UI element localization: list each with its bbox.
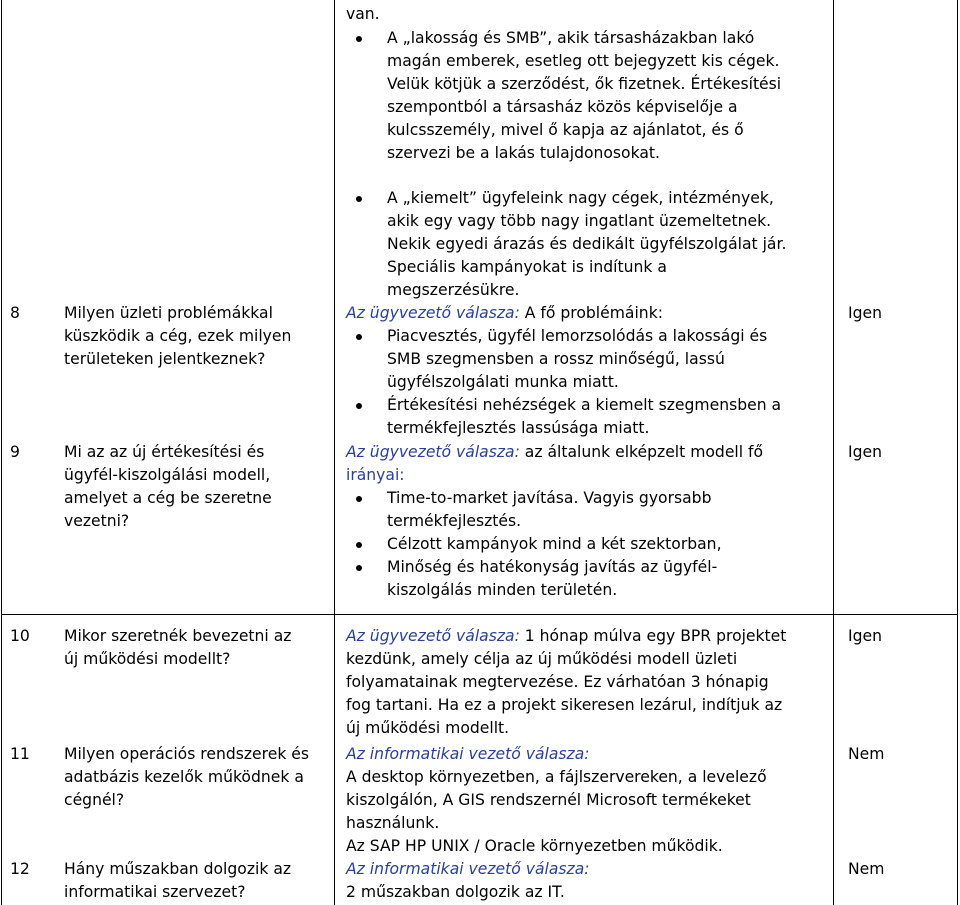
row-number: 8 [10,304,20,322]
row-divider [1,614,958,615]
answer-bullet-line: kiszolgálás minden területén. [387,581,618,599]
answer-bullet-line: kulcsszemély, mivel ő kapja az ajánlatot, és ő [387,121,744,139]
question-line: Milyen operációs rendszerek és [64,745,310,763]
respondent-label: Az informatikai vezető válasza: [346,745,590,763]
answer-line: 2 műszakban dolgozik az IT. [346,883,565,901]
answer-intro [346,441,763,464]
answer-line: folyamatainak megtervezése. Ez várhatóan 3 hónapig [346,673,769,691]
question-line: Milyen üzleti problémákkal [64,304,273,322]
row-number: 11 [10,745,30,763]
table-divider-question [334,0,335,905]
bullet-icon [356,196,362,202]
bullet-icon [356,36,362,42]
question-line: adatbázis kezelők működnek a [64,768,304,786]
answer-bullet-line: Célzott kampányok mind a két szektorban, [387,535,722,553]
question-line: Hány műszakban dolgozik az [64,860,292,878]
flag-value: Igen [848,627,882,645]
answer-intro [346,302,663,325]
question-line: amelyet a cég be szeretne [64,489,272,507]
answer-bullet-line: SMB szegmensben a rossz minőségű, lassú [387,350,725,368]
bullet-icon [356,334,362,340]
bullet-icon [356,403,362,409]
question-line: új működési modellt? [64,650,231,668]
answer-intro-text: az általunk elképzelt modell fő [519,443,764,461]
answer-fragment: van. [346,5,380,23]
respondent-label: Az ügyvezető válasza: [346,443,520,461]
answer-bullet-line: Velük kötjük a szerződést, ők fizetnek. Értékesítési [387,75,782,93]
respondent-label: Az informatikai vezető válasza: [346,860,590,878]
row-number: 12 [10,860,30,878]
answer-bullet-line: Piacvesztés, ügyfél lemorzsolódás a lakossági és [387,327,768,345]
row-number: 10 [10,627,30,645]
table-divider-answer [833,0,834,905]
answer-bullet-line: ügyfélszolgálati munka miatt. [387,373,619,391]
answer-bullet-line: A „lakosság és SMB”, akik társasházakban lakó [387,29,755,47]
answer-bullet-line: Time-to-market javítása. Vagyis gyorsabb [387,489,712,507]
answer-bullet-line: megszerzésükre. [387,281,520,299]
row-number: 9 [10,443,20,461]
answer-text: 1 hónap múlva egy BPR projektet [519,627,787,645]
table-border-left [1,0,2,905]
answer-bullet-line: szempontból a társasház közös képviselője a [387,98,738,116]
flag-value: Nem [848,745,885,763]
answer-bullet-line: termékfejlesztés. [387,512,522,530]
question-line: informatikai szervezet? [64,883,246,901]
answer-line: használunk. [346,814,440,832]
answer-bullet-line: Nekik egyedi árazás és dedikált ügyfélszolgálat jár. [387,235,787,253]
answer-bullet-line: A „kiemelt” ügyfeleink nagy cégek, intézmények, [387,189,774,207]
bullet-icon [356,496,362,502]
question-line: küszködik a cég, ezek milyen [64,327,292,345]
answer-bullet-line: Speciális kampányokat is indítunk a [387,258,667,276]
respondent-label: Az ügyvezető válasza: [346,304,520,322]
answer-bullet-line: Értékesítési nehézségek a kiemelt szegmensben a [387,396,782,414]
question-line: vezetni? [64,512,130,530]
answer-bullet-line: Minőség és hatékonyság javítás az ügyfél- [387,558,718,576]
question-line: Mikor szeretnék bevezetni az [64,627,292,645]
bullet-icon [356,542,362,548]
answer-line: új működési modellt. [346,719,510,737]
answer-line: Az SAP HP UNIX / Oracle környezetben működik. [346,837,723,855]
answer-line [346,625,786,648]
answer-bullet-line: magán emberek, esetleg ott bejegyzett kis cégek. [387,52,780,70]
answer-intro-text: irányai: [346,466,405,484]
answer-line: kiszolgálón, A GIS rendszernél Microsoft termékeket [346,791,751,809]
answer-intro-text: A fő problémáink: [519,304,663,322]
answer-line: A desktop környezetben, a fájlszervereken, a levelező [346,768,767,786]
question-line: cégnél? [64,791,125,809]
flag-value: Igen [848,443,882,461]
question-line: ügyfél-kiszolgálási modell, [64,466,271,484]
answer-bullet-line: akik egy vagy több nagy ingatlant üzemeltetnek. [387,212,772,230]
respondent-label: Az ügyvezető válasza: [346,627,520,645]
flag-value: Igen [848,304,882,322]
answer-line: kezdünk, amely célja az új működési modell üzleti [346,650,738,668]
bullet-icon [356,565,362,571]
flag-value: Nem [848,860,885,878]
question-line: Mi az az új értékesítési és [64,443,265,461]
table-border-right [957,0,958,905]
answer-bullet-line: termékfejlesztés lassúsága miatt. [387,419,650,437]
question-line: területeken jelentkeznek? [64,350,266,368]
answer-line: fog tartani. Ha ez a projekt sikeresen lezárul, indítjuk az [346,696,783,714]
answer-bullet-line: szervezi be a lakás tulajdonosokat. [387,144,660,162]
